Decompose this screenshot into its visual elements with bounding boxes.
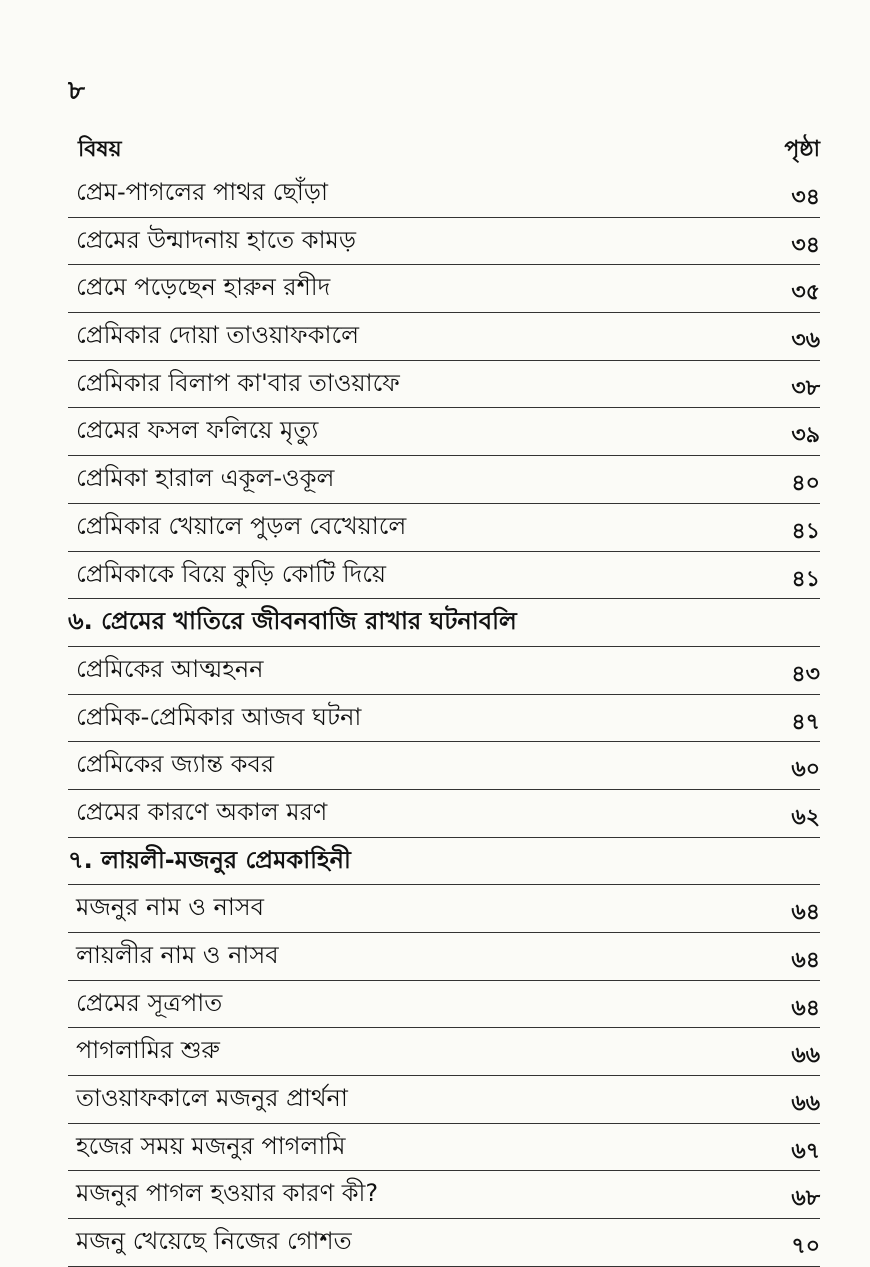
entry-title: প্রেমিকা হারাল একূল-ওকূল [76, 464, 335, 493]
toc-entry [68, 1028, 820, 1076]
entry-page-number: ৬৭ [791, 1138, 820, 1164]
table-of-contents [68, 170, 820, 1267]
entry-page-number: ৬৮ [791, 1186, 820, 1212]
entry-page-number: ৪১ [791, 566, 820, 592]
entry-page-number: ৩৮ [791, 375, 820, 401]
entry-title: প্রেমিকার দোয়া তাওয়াফকালে [76, 321, 360, 350]
toc-entry [68, 742, 820, 790]
entry-title: হজের সময় মজনুর পাগলামি [76, 1131, 346, 1160]
page-column-label: পৃষ্ঠা [784, 137, 820, 162]
entry-title: প্রেমের ফসল ফলিয়ে মৃত্যু [76, 416, 319, 445]
entry-title: পাগলামির শুরু [76, 1036, 220, 1065]
entry-page-number: ৩৪ [791, 185, 820, 210]
toc-header [68, 132, 820, 164]
toc-entry [68, 170, 820, 218]
entry-title: প্রেমিকার বিলাপ কা'বার তাওয়াফে [76, 368, 400, 397]
entry-title: প্রেমের সূত্রপাত [76, 988, 223, 1017]
toc-entry [68, 1171, 820, 1219]
entry-page-number: ৩৯ [791, 423, 820, 449]
toc-section-heading [68, 838, 820, 886]
toc-entry [68, 933, 820, 981]
toc-entry [68, 981, 820, 1029]
toc-entry [68, 552, 820, 600]
entry-page-number: ৬৬ [791, 1043, 820, 1069]
entry-title: প্রেমের উন্মাদনায় হাতে কামড় [76, 225, 356, 254]
entry-page-number: ৭০ [791, 1234, 820, 1260]
toc-entry [68, 885, 820, 933]
entry-page-number: ৬৪ [791, 948, 820, 973]
page-number: ৮ [68, 76, 85, 106]
toc-entry [68, 504, 820, 552]
entry-title: প্রেমিকাকে বিয়ে কুড়ি কোটি দিয়ে [76, 559, 387, 588]
subject-column-label: বিষয় [78, 137, 122, 162]
toc-entry [68, 408, 820, 456]
entry-page-number: ৪০ [791, 471, 820, 497]
toc-entry [68, 218, 820, 266]
entry-title: প্রেমিকের জ্যান্ত কবর [76, 750, 275, 779]
toc-entry [68, 1076, 820, 1124]
toc-entry [68, 695, 820, 743]
entry-title: প্রেমিকের আত্মহনন [76, 654, 264, 683]
entry-page-number: ৬৪ [791, 900, 820, 926]
entry-title: প্রেমে পড়েছেন হারুন রশীদ [76, 273, 331, 302]
entry-page-number: ৩৫ [791, 280, 820, 306]
entry-title: প্রেমিকার খেয়ালে পুড়ল বেখেয়ালে [76, 511, 407, 540]
toc-entry [68, 361, 820, 409]
toc-entry [68, 647, 820, 695]
entry-page-number: ৪১ [791, 518, 820, 544]
toc-section-heading [68, 599, 820, 647]
entry-page-number: ৬২ [791, 804, 820, 830]
toc-entry [68, 790, 820, 838]
entry-page-number: ৩৬ [791, 328, 820, 354]
toc-entry [68, 313, 820, 361]
entry-title: প্রেমিক-প্রেমিকার আজব ঘটনা [76, 702, 362, 731]
entry-title: প্রেম-পাগলের পাথর ছোঁড়া [76, 178, 328, 206]
entry-page-number: ৬০ [791, 757, 820, 783]
entry-page-number: ৩৪ [791, 232, 820, 258]
entry-page-number: ৪৭ [791, 709, 820, 735]
entry-title: মজনুর নাম ও নাসব [76, 893, 264, 922]
entry-title: তাওয়াফকালে মজনুর প্রার্থনা [76, 1084, 348, 1113]
toc-entry [68, 265, 820, 313]
section-title: ৬. প্রেমের খাতিরে জীবনবাজি রাখার ঘটনাবলি [68, 607, 517, 636]
entry-title: প্রেমের কারণে অকাল মরণ [76, 797, 328, 826]
entry-title: মজনুর পাগল হওয়ার কারণ কী? [76, 1179, 379, 1208]
toc-entry [68, 1124, 820, 1172]
entry-title: লায়লীর নাম ও নাসব [76, 941, 279, 969]
entry-page-number: ৬৬ [791, 1091, 820, 1117]
entry-title: মজনু খেয়েছে নিজের গোশত [76, 1227, 352, 1256]
section-title: ৭. লায়লী-মজনুর প্রেমকাহিনী [68, 845, 351, 874]
toc-entry [68, 456, 820, 504]
entry-page-number: ৪৩ [791, 661, 820, 687]
entry-page-number: ৬৪ [791, 995, 820, 1021]
